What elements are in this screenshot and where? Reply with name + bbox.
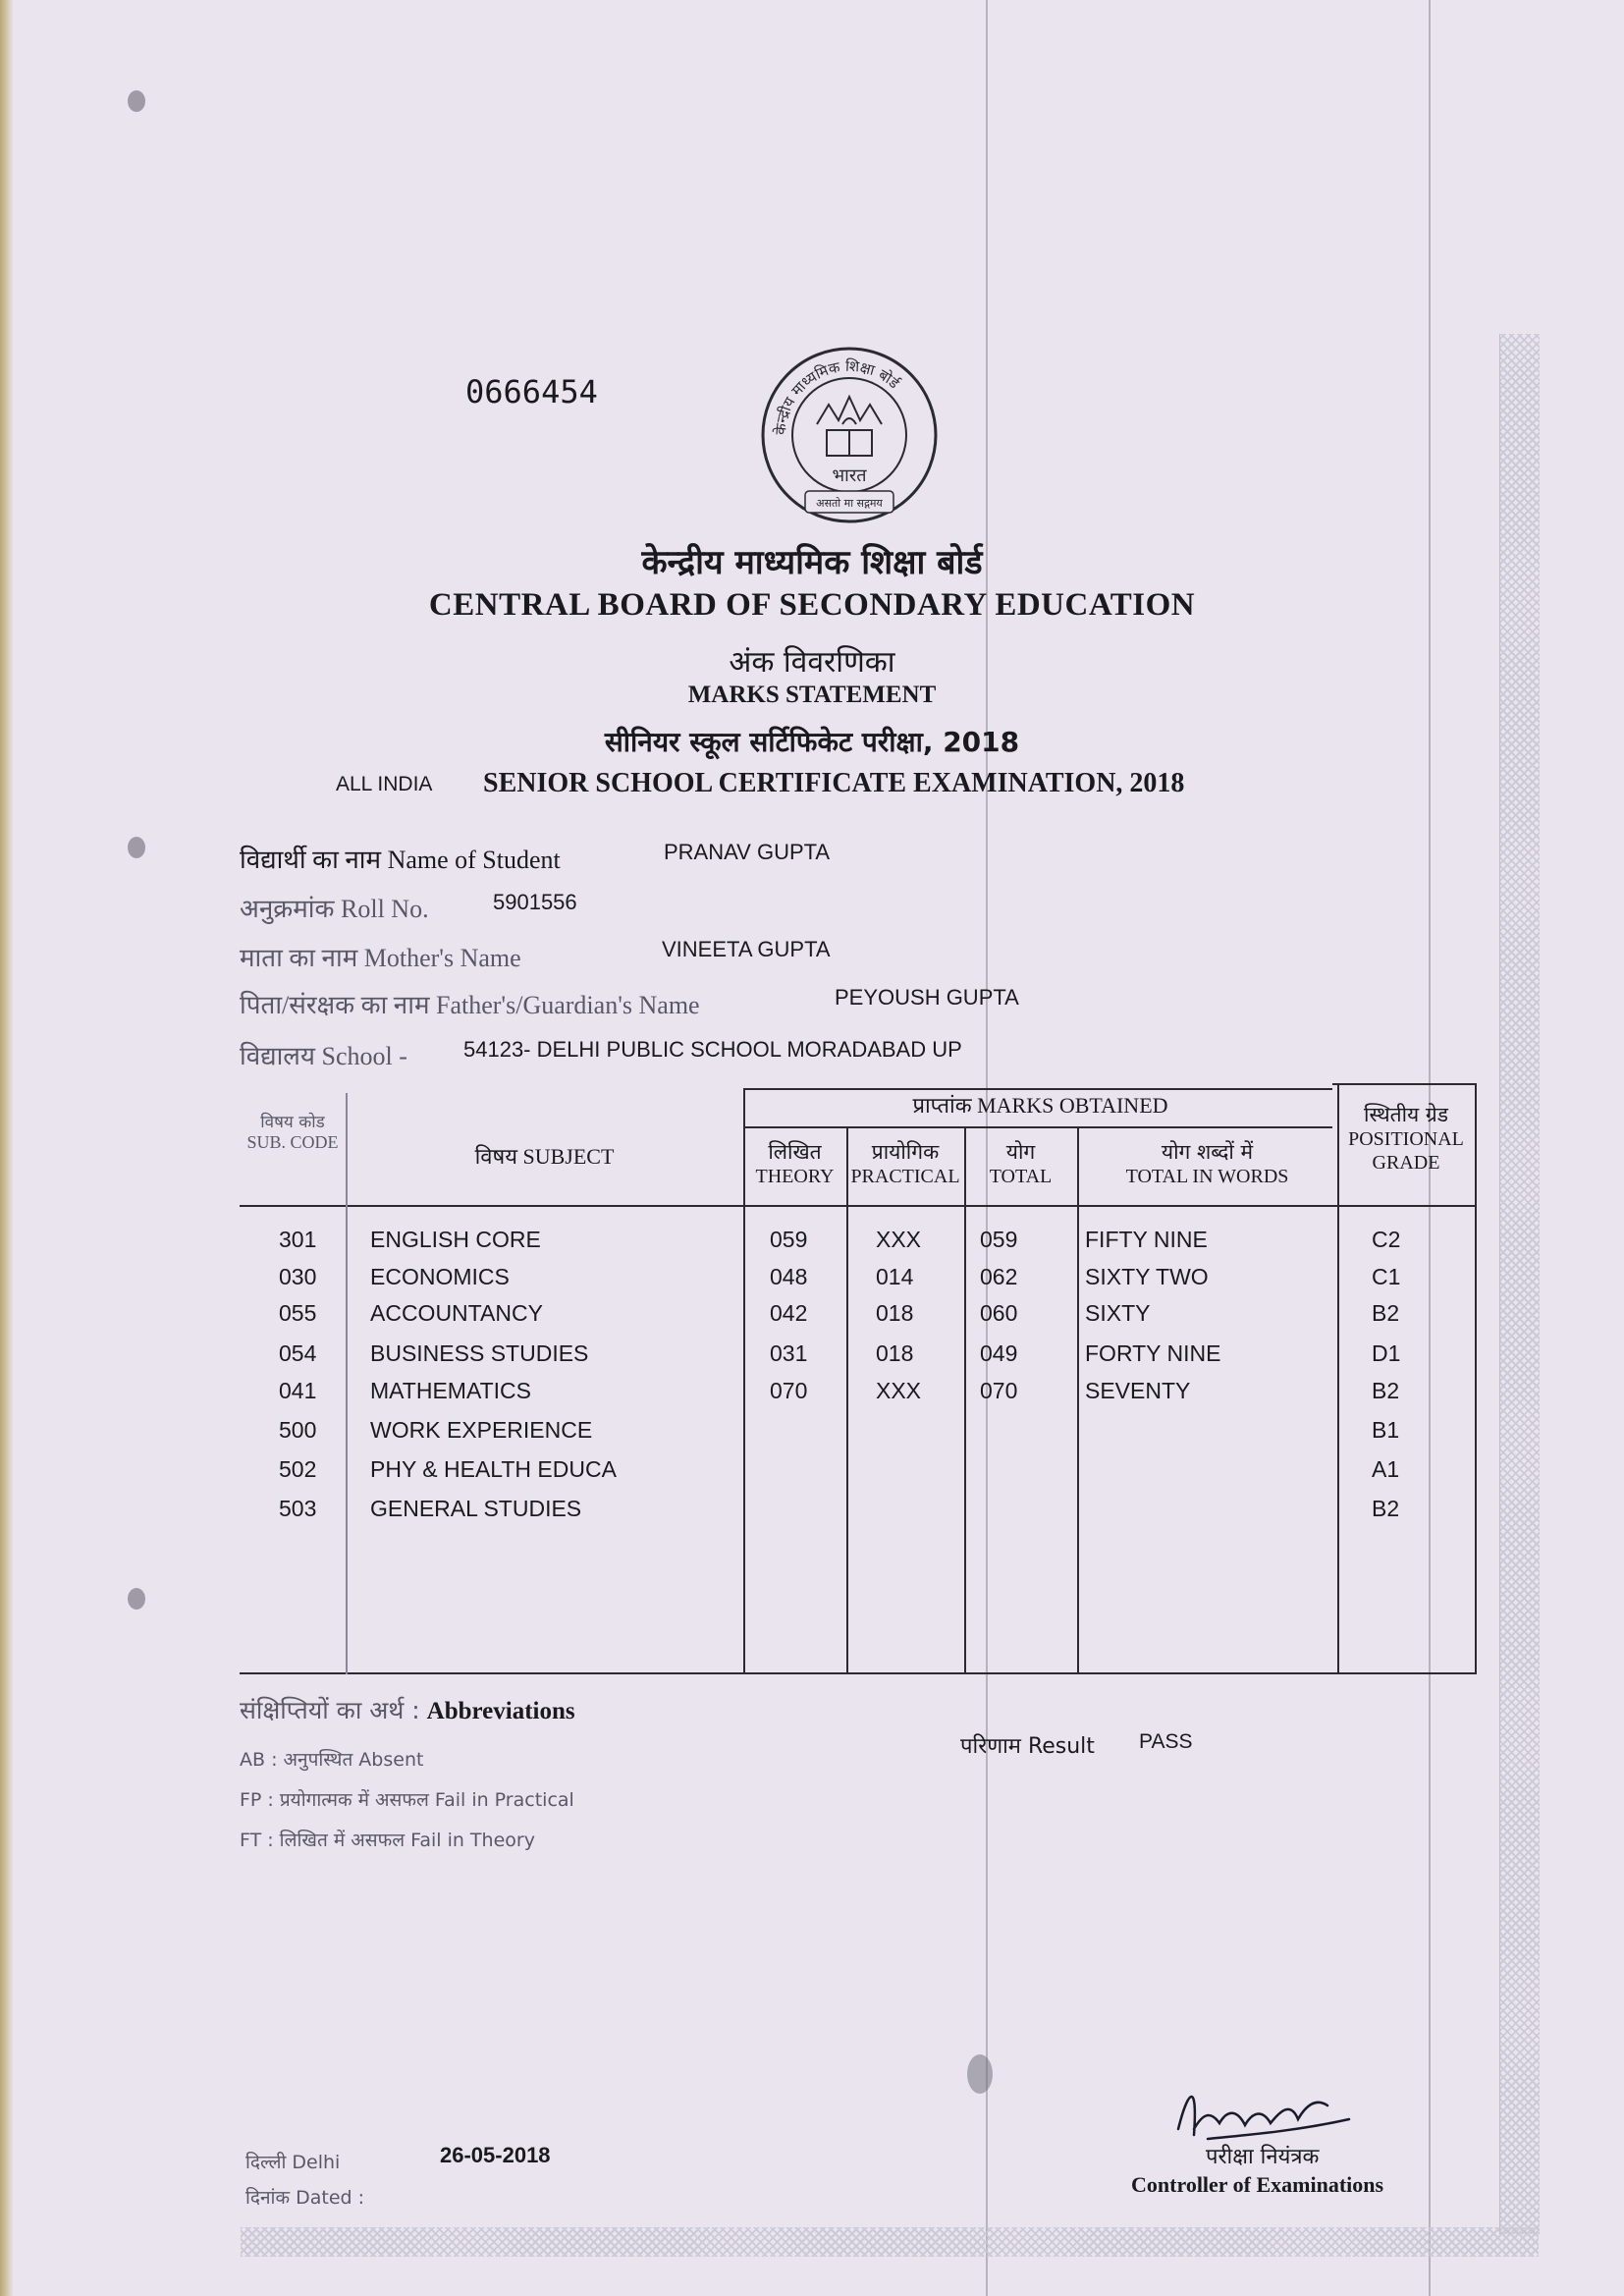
ink-speck xyxy=(128,90,145,112)
issue-date: 26-05-2018 xyxy=(440,2143,551,2167)
rule xyxy=(1475,1083,1477,1674)
cell-theory: 042 xyxy=(770,1300,808,1326)
student-name: PRANAV GUPTA xyxy=(664,840,831,864)
cell-sub-code: 055 xyxy=(279,1300,317,1326)
cell-sub-code: 500 xyxy=(279,1417,317,1443)
board-seal xyxy=(758,344,941,526)
header-theory: लिखित THEORY xyxy=(755,1140,835,1188)
controller-title-hindi: परीक्षा नियंत्रक xyxy=(1206,2145,1320,2169)
abbreviations-list xyxy=(240,1740,574,1861)
abbreviation-item: AB : अनुपस्थित Absent xyxy=(240,1749,424,1771)
cell-practical: 018 xyxy=(876,1300,914,1326)
father-name-label: पिता/संरक्षक का नाम Father's/Guardian's Name xyxy=(240,991,700,1019)
cell-grade: B2 xyxy=(1372,1300,1400,1326)
cell-total-in-words: FIFTY NINE xyxy=(1085,1227,1208,1252)
svg-text:भारत: भारत xyxy=(832,465,867,486)
cell-grade: C1 xyxy=(1372,1264,1401,1289)
school-label: विद्यालय School - xyxy=(240,1042,407,1070)
rule xyxy=(846,1126,848,1674)
student-name-label: विद्यार्थी का नाम Name of Student xyxy=(240,846,561,874)
school-name: 54123- DELHI PUBLIC SCHOOL MORADABAD UP xyxy=(463,1037,962,1062)
rule xyxy=(743,1088,1332,1090)
seal-arc-text: केन्द्रीय माध्यमिक शिक्षा बोर्ड xyxy=(771,356,903,436)
result-value: PASS xyxy=(1139,1730,1193,1753)
cell-theory: 048 xyxy=(770,1264,808,1289)
ink-speck xyxy=(967,2054,993,2094)
cell-grade: B2 xyxy=(1372,1378,1400,1403)
cell-grade: D1 xyxy=(1372,1340,1401,1366)
cell-practical: 014 xyxy=(876,1264,914,1289)
cell-total-in-words: SEVENTY xyxy=(1085,1378,1191,1403)
roll-number: 5901556 xyxy=(493,890,577,914)
cell-theory: 059 xyxy=(770,1227,808,1252)
rule xyxy=(346,1093,348,1674)
cell-practical: XXX xyxy=(876,1227,922,1252)
header-total-in-words: योग शब्दों में TOTAL IN WORDS xyxy=(1125,1140,1289,1188)
statement-title-hindi: अंक विवरणिका xyxy=(729,645,895,680)
cell-theory: 070 xyxy=(770,1378,808,1403)
cell-subject: ACCOUNTANCY xyxy=(370,1300,543,1326)
cell-subject: WORK EXPERIENCE xyxy=(370,1417,593,1443)
cell-total: 059 xyxy=(980,1227,1018,1252)
svg-text:केन्द्रीय माध्यमिक शिक्षा बोर् xyxy=(772,357,903,436)
cell-total-in-words: SIXTY xyxy=(1085,1300,1151,1326)
cell-total-in-words: SIXTY TWO xyxy=(1085,1264,1209,1289)
ink-speck xyxy=(128,837,145,858)
cell-total: 062 xyxy=(980,1264,1018,1289)
paper-edge xyxy=(0,0,14,2296)
mother-name-label: माता का नाम Mother's Name xyxy=(240,944,521,972)
cell-total: 060 xyxy=(980,1300,1018,1326)
rule xyxy=(240,1205,1477,1207)
region-label: ALL INDIA xyxy=(336,773,433,795)
place-label: दिल्ली Delhi xyxy=(245,2152,341,2173)
cell-sub-code: 041 xyxy=(279,1378,317,1403)
serial-number: 0666454 xyxy=(465,373,598,410)
roll-label: अनुक्रमांक Roll No. xyxy=(240,895,429,923)
cell-sub-code: 503 xyxy=(279,1496,317,1521)
cell-subject: MATHEMATICS xyxy=(370,1378,531,1403)
header-subject: विषय SUBJECT xyxy=(474,1144,615,1170)
cell-total: 070 xyxy=(980,1378,1018,1403)
exam-title: SENIOR SCHOOL CERTIFICATE EXAMINATION, 2018 xyxy=(483,768,1185,798)
cell-sub-code: 030 xyxy=(279,1264,317,1289)
ink-speck xyxy=(128,1588,145,1610)
father-name: PEYOUSH GUPTA xyxy=(835,985,1019,1010)
date-label: दिनांक Dated : xyxy=(245,2187,365,2209)
cell-grade: B2 xyxy=(1372,1496,1400,1521)
rule xyxy=(1332,1083,1477,1085)
header-total: योग TOTAL xyxy=(989,1140,1053,1188)
board-name: CENTRAL BOARD OF SECONDARY EDUCATION xyxy=(428,587,1196,623)
marks-table xyxy=(240,1083,1477,1674)
header-marks-obtained: प्राप्तांक MARKS OBTAINED xyxy=(912,1093,1168,1119)
cell-practical: 018 xyxy=(876,1340,914,1366)
abbreviations-title: संक्षिप्तियों का अर्थ : Abbreviations xyxy=(240,1696,575,1724)
cell-theory: 031 xyxy=(770,1340,808,1366)
cell-subject: GENERAL STUDIES xyxy=(370,1496,582,1521)
security-border-bottom xyxy=(241,2227,1539,2257)
cell-sub-code: 301 xyxy=(279,1227,317,1252)
cell-total: 049 xyxy=(980,1340,1018,1366)
header-positional-grade: स्थितीय ग्रेड POSITIONAL GRADE xyxy=(1348,1103,1464,1175)
rule xyxy=(1077,1126,1079,1674)
cell-subject: BUSINESS STUDIES xyxy=(370,1340,589,1366)
cell-subject: ECONOMICS xyxy=(370,1264,510,1289)
cell-practical: XXX xyxy=(876,1378,922,1403)
cell-total-in-words: FORTY NINE xyxy=(1085,1340,1221,1366)
cell-grade: A1 xyxy=(1372,1456,1400,1482)
statement-title: MARKS STATEMENT xyxy=(687,682,937,708)
mother-name: VINEETA GUPTA xyxy=(662,937,831,961)
cell-sub-code: 502 xyxy=(279,1456,317,1482)
board-name-hindi: केन्द्रीय माध्यमिक शिक्षा बोर्ड xyxy=(641,543,983,582)
controller-signature xyxy=(1168,2070,1365,2149)
rule xyxy=(964,1126,966,1674)
result-label: परिणाम Result xyxy=(960,1734,1095,1759)
controller-title: Controller of Examinations xyxy=(1131,2172,1384,2197)
abbreviation-item: FT : लिखित में असफल Fail in Theory xyxy=(240,1830,535,1851)
header-sub-code: विषय कोड SUB. CODE xyxy=(246,1113,339,1153)
rule xyxy=(240,1672,1477,1674)
cell-grade: C2 xyxy=(1372,1227,1401,1252)
cell-sub-code: 054 xyxy=(279,1340,317,1366)
cell-subject: PHY & HEALTH EDUCA xyxy=(370,1456,617,1482)
exam-title-hindi: सीनियर स्कूल सर्टिफिकेट परीक्षा, 2018 xyxy=(604,726,1020,758)
header-practical: प्रायोगिक PRACTICAL xyxy=(850,1140,960,1188)
abbreviation-item: FP : प्रयोगात्मक में असफल Fail in Practical xyxy=(240,1789,574,1811)
cell-subject: ENGLISH CORE xyxy=(370,1227,541,1252)
rule xyxy=(743,1126,1332,1128)
cell-grade: B1 xyxy=(1372,1417,1400,1443)
svg-text:असतो मा सद्गमय: असतो मा सद्गमय xyxy=(816,497,883,510)
